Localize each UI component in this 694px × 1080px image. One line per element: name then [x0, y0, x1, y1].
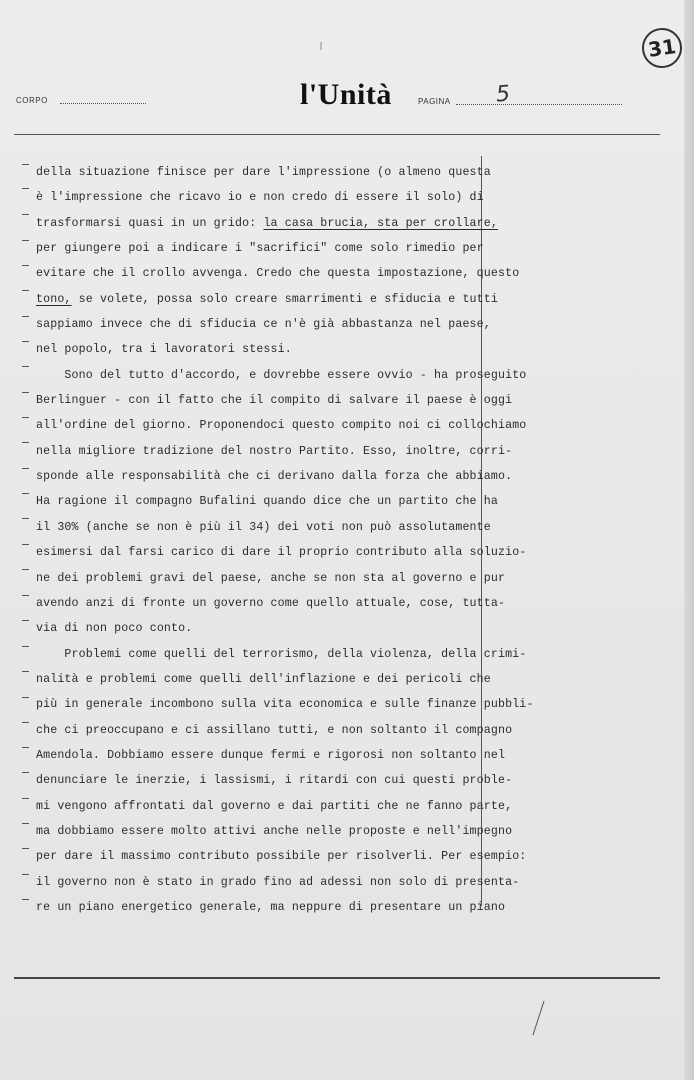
text-line: avendo anzi di fronte un governo come quello attuale, cose, tutta- — [36, 596, 506, 610]
text-line: re un piano energetico generale, ma neppure di presentare un piano — [36, 900, 506, 914]
margin-tick — [22, 417, 29, 418]
text-line: mi vengono affrontati dal governo e dai partiti che ne fanno parte, — [36, 799, 513, 813]
pen-stroke-mark — [532, 1001, 544, 1036]
text-line: Amendola. Dobbiamo essere dunque fermi e rigorosi non soltanto nel — [36, 748, 506, 762]
corpo-dotted-line — [60, 103, 146, 104]
text-line: il 30% (anche se non è più il 34) dei voti non può assolutamente — [36, 520, 491, 534]
text-line: il governo non è stato in grado fino ad adessi non solo di presenta- — [36, 875, 520, 889]
margin-tick — [22, 899, 29, 900]
margin-tick — [22, 646, 29, 647]
margin-tick — [22, 671, 29, 672]
text-line: ne dei problemi gravi del paese, anche se non sta al governo e pur — [36, 571, 506, 585]
margin-tick — [22, 290, 29, 291]
margin-tick — [22, 722, 29, 723]
scan-artifact — [320, 42, 322, 50]
text-line-underlined — [36, 211, 536, 236]
text-line: nella migliore tradizione del nostro Partito. Esso, inoltre, corri- — [36, 444, 513, 458]
margin-tick — [22, 240, 29, 241]
text-segment: se volete, possa solo creare smarrimenti e sfiducia e tutti — [71, 292, 498, 306]
margin-tick — [22, 595, 29, 596]
text-line: evitare che il crollo avvenga. Credo che questa impostazione, questo — [36, 267, 520, 281]
archive-number: 31 — [646, 34, 678, 62]
margin-tick — [22, 493, 29, 494]
margin-tick — [22, 316, 29, 317]
margin-tick — [22, 518, 29, 519]
text-line: Sono del tutto d'accordo, e dovrebbe essere ovvio - ha proseguito — [36, 368, 527, 382]
margin-tick — [22, 468, 29, 469]
text-line: nalità e problemi come quelli dell'inflazione e dei pericoli che — [36, 672, 491, 686]
text-line: all'ordine del giorno. Proponendoci questo compito noi ci collochiamo — [36, 419, 527, 433]
archive-number-stamp — [639, 25, 684, 70]
margin-tick — [22, 874, 29, 875]
margin-tick — [22, 188, 29, 189]
underlined-phrase: la casa brucia, sta per crollare, — [263, 216, 498, 230]
text-line: nel popolo, tra i lavoratori stessi. — [36, 343, 292, 357]
margin-tick — [22, 164, 29, 165]
margin-tick — [22, 214, 29, 215]
margin-tick — [22, 772, 29, 773]
text-line: per dare il massimo contributo possibile per risolverli. Per esempio: — [36, 850, 527, 864]
pagina-label: PAGINA — [418, 97, 451, 106]
text-line-underlined — [36, 287, 536, 312]
margin-tick — [22, 341, 29, 342]
margin-tick — [22, 265, 29, 266]
text-segment: trasformarsi quasi in un grido: — [36, 216, 264, 230]
text-line: via di non poco conto. — [36, 622, 193, 636]
handwritten-page-number: 5 — [495, 81, 511, 108]
scan-edge — [684, 0, 694, 1080]
text-line: per giungere poi a indicare i "sacrifici" come solo rimedio per — [36, 242, 484, 256]
text-line: denunciare le inerzie, i lassismi, i ritardi con cui questi proble- — [36, 774, 513, 788]
typed-body-text — [36, 160, 536, 920]
text-line: è l'impressione che ricavo io e non credo di essere il solo) di — [36, 191, 484, 205]
text-line: esimersi dal farsi carico di dare il proprio contributo alla soluzio- — [36, 546, 527, 560]
margin-tick — [22, 569, 29, 570]
header-rule — [14, 134, 660, 135]
margin-tick — [22, 620, 29, 621]
margin-tick — [22, 544, 29, 545]
margin-tick — [22, 747, 29, 748]
text-line: Ha ragione il compagno Bufalini quando dice che un partito che ha — [36, 495, 498, 509]
text-line: Problemi come quelli del terrorismo, della violenza, della crimi- — [36, 647, 527, 661]
text-line: più in generale incombono sulla vita economica e sulle finanze pubbli- — [36, 698, 534, 712]
text-line: ma dobbiamo essere molto attivi anche nelle proposte e nell'impegno — [36, 824, 513, 838]
text-line: sappiamo invece che di sfiducia ce n'è già abbastanza nel paese, — [36, 318, 491, 332]
margin-tick — [22, 442, 29, 443]
text-line: che ci preoccupano e ci assillano tutti, e non soltanto il compagno — [36, 723, 513, 737]
masthead-title: l'Unità — [300, 78, 392, 111]
underlined-phrase: tono, — [36, 292, 72, 306]
margin-tick — [22, 697, 29, 698]
corpo-label: CORPO — [16, 96, 48, 105]
margin-tick — [22, 366, 29, 367]
footer-rule — [14, 977, 660, 979]
text-line: Berlinguer - con il fatto che il compito di salvare il paese è oggi — [36, 394, 513, 408]
text-line: della situazione finisce per dare l'impressione (o almeno questa — [36, 166, 491, 179]
margin-tick — [22, 798, 29, 799]
pagina-dotted-line — [456, 104, 622, 105]
margin-tick — [22, 823, 29, 824]
text-line: sponde alle responsabilità che ci derivano dalla forza che abbiamo. — [36, 470, 513, 484]
margin-tick — [22, 848, 29, 849]
margin-tick — [22, 392, 29, 393]
